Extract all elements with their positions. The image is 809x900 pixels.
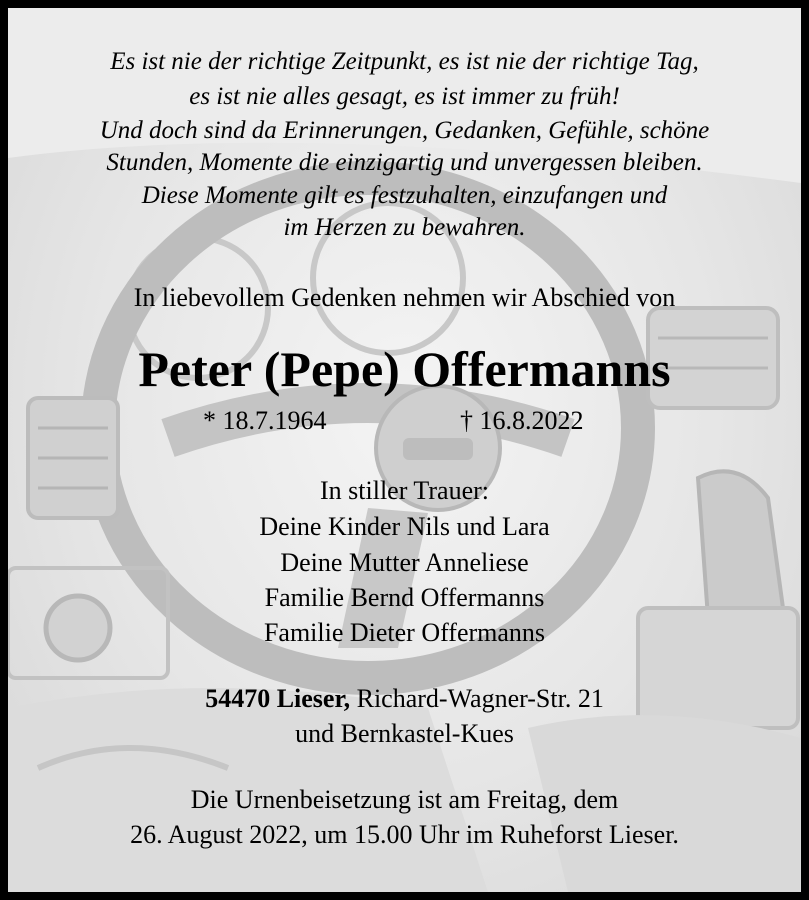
poem-line-2: es ist nie alles gesagt, es ist immer zu früh! [189,83,620,110]
deceased-name: Peter (Pepe) Offermanns [138,341,671,397]
poem-line-6: im Herzen zu bewahren. [283,214,526,241]
address-place: 54470 Lieser, [205,684,351,713]
poem-line-5: Diese Momente gilt es festzuhalten, einzufangen und [141,182,668,209]
address-street: Richard-Wagner-Str. 21 [350,684,604,713]
poem-line-3: Und doch sind da Erinnerungen, Gedanken, Gefühle, schöne [99,117,710,144]
intro-text: In liebevollem Gedenken nehmen wir Abschied von [133,283,676,312]
death-date: † 16.8.2022 [460,406,584,435]
burial-line-1: Die Urnenbeisetzung ist am Freitag, dem [190,785,619,814]
notice-content [8,8,801,892]
mourner-4: Familie Dieter Offermanns [263,618,546,647]
address-line-1 [8,684,801,714]
birth-date: * 18.7.1964 [203,406,327,435]
mourner-2: Deine Mutter Anneliese [280,548,529,577]
burial-line-2: 26. August 2022, um 15.00 Uhr im Ruheforst Lieser. [130,820,679,849]
address-line-2: und Bernkastel-Kues [295,719,514,748]
mourner-1: Deine Kinder Nils und Lara [259,512,550,541]
poem-line-1: Es ist nie der richtige Zeitpunkt, es ist nie der richtige Tag, [110,48,699,75]
life-dates [8,406,801,438]
poem-line-4: Stunden, Momente die einzigartig und unvergessen bleiben. [106,149,703,176]
mourner-3: Familie Bernd Offermanns [264,583,545,612]
mourners-heading: In stiller Trauer: [320,476,489,505]
